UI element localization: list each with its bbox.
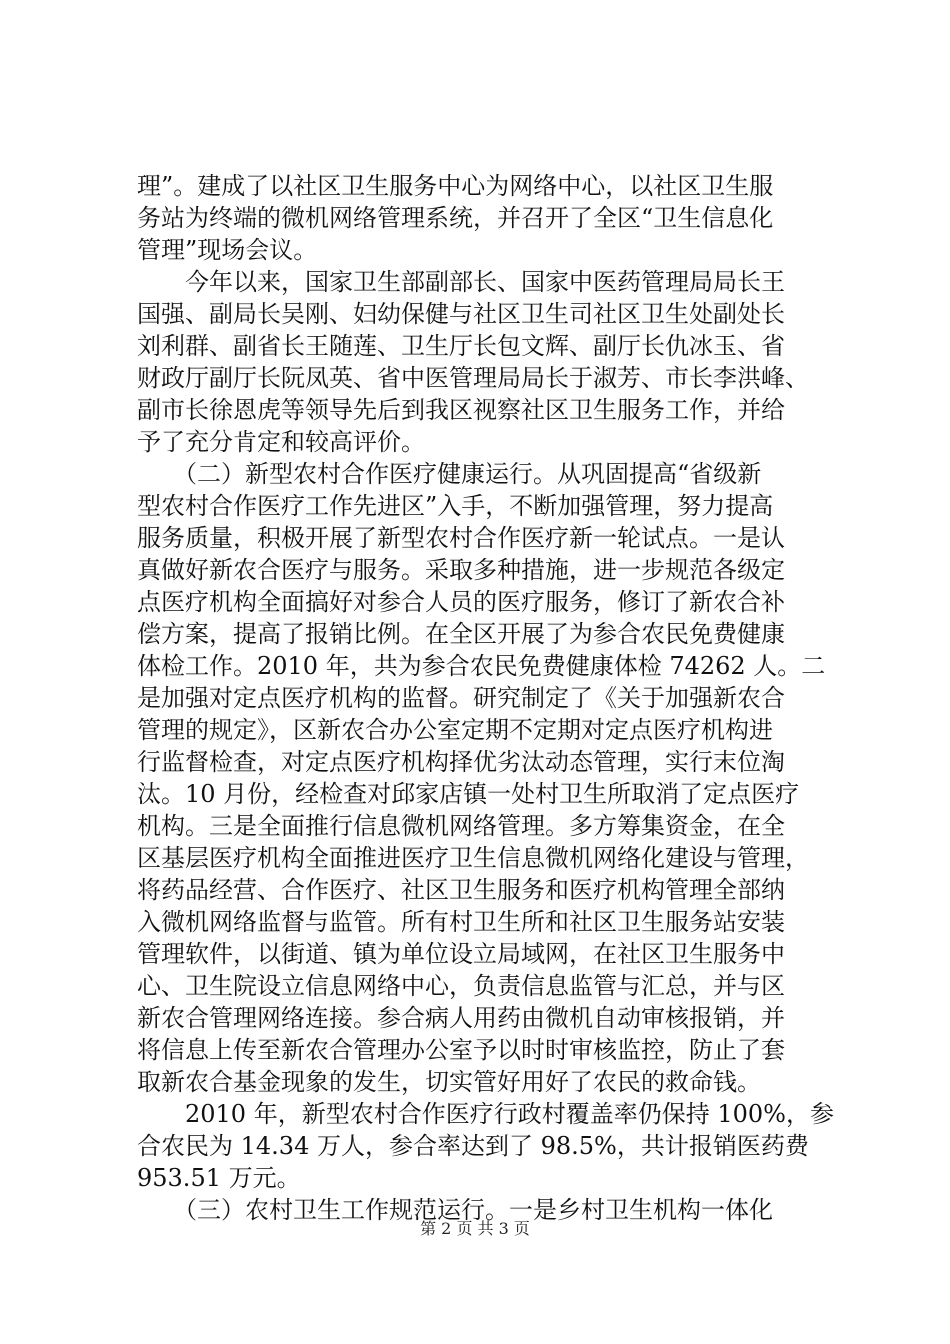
- text-line: 服务质量，积极开展了新型农村合作医疗新一轮试点。一是认: [137, 524, 785, 552]
- page-number-footer: 第 2 页 共 3 页: [420, 1219, 530, 1238]
- text-line: 合农民为 14.34 万人，参合率达到了 98.5%，共计报销医药费: [137, 1132, 809, 1160]
- text-line: 区基层医疗机构全面推进医疗卫生信息微机网络化建设与管理，: [137, 844, 809, 872]
- text-line: （二）新型农村合作医疗健康运行。从巩固提高“省级新: [137, 460, 762, 488]
- text-line: 机构。三是全面推行信息微机网络管理。多方筹集资金，在全: [137, 812, 785, 840]
- text-line: 管理”现场会议。: [137, 236, 318, 264]
- text-line: 将信息上传至新农合管理办公室予以时时审核监控，防止了套: [137, 1036, 785, 1064]
- text-line: 今年以来，国家卫生部副部长、国家中医药管理局局长王: [137, 268, 785, 296]
- text-line: 理”。建成了以社区卫生服务中心为网络中心，以社区卫生服: [137, 172, 774, 200]
- text-line: 体检工作。2010 年，共为参合农民免费健康体检 74262 人。二: [137, 652, 826, 680]
- text-line: 2010 年，新型农村合作医疗行政村覆盖率仍保持 100%，参: [137, 1100, 834, 1128]
- text-line: 953.51 万元。: [137, 1164, 301, 1192]
- text-line: 心、卫生院设立信息网络中心，负责信息监管与汇总，并与区: [137, 972, 785, 1000]
- text-line: 国强、副局长吴刚、妇幼保健与社区卫生司社区卫生处副处长: [137, 300, 785, 328]
- text-line: 汰。10 月份，经检查对邱家店镇一处村卫生所取消了定点医疗: [137, 780, 800, 808]
- document-body: [137, 170, 834, 1226]
- text-line: 型农村合作医疗工作先进区”入手，不断加强管理，努力提高: [137, 492, 774, 520]
- text-line: 真做好新农合医疗与服务。采取多种措施，进一步规范各级定: [137, 556, 785, 584]
- text-line: （三）农村卫生工作规范运行。一是乡村卫生机构一体化: [137, 1196, 773, 1224]
- text-line: 刘利群、副省长王随莲、卫生厅长包文辉、副厅长仇冰玉、省: [137, 332, 785, 360]
- text-line: 入微机网络监督与监管。所有村卫生所和社区卫生服务站安装: [137, 908, 785, 936]
- text-line: 点医疗机构全面搞好对参合人员的医疗服务，修订了新农合补: [137, 588, 785, 616]
- text-line: 管理软件，以街道、镇为单位设立局域网，在社区卫生服务中: [137, 940, 785, 968]
- text-line: 副市长徐恩虎等领导先后到我区视察社区卫生服务工作，并给: [137, 396, 785, 424]
- text-line: 务站为终端的微机网络管理系统，并召开了全区“卫生信息化: [137, 204, 774, 232]
- text-line: 取新农合基金现象的发生，切实管好用好了农民的救命钱。: [137, 1068, 761, 1096]
- text-line: 是加强对定点医疗机构的监督。研究制定了《关于加强新农合: [137, 684, 785, 712]
- text-line: 新农合管理网络连接。参合病人用药由微机自动审核报销，并: [137, 1004, 785, 1032]
- text-line: 行监督检查，对定点医疗机构择优劣汰动态管理，实行末位淘: [137, 748, 785, 776]
- text-line: 将药品经营、合作医疗、社区卫生服务和医疗机构管理全部纳: [137, 876, 785, 904]
- text-line: 予了充分肯定和较高评价。: [137, 428, 425, 456]
- text-line: 财政厅副厅长阮凤英、省中医管理局局长于淑芳、市长李洪峰、: [137, 364, 809, 392]
- text-line: 管理的规定》，区新农合办公室定期不定期对定点医疗机构进: [137, 716, 773, 744]
- text-line: 偿方案，提高了报销比例。在全区开展了为参合农民免费健康: [137, 620, 785, 648]
